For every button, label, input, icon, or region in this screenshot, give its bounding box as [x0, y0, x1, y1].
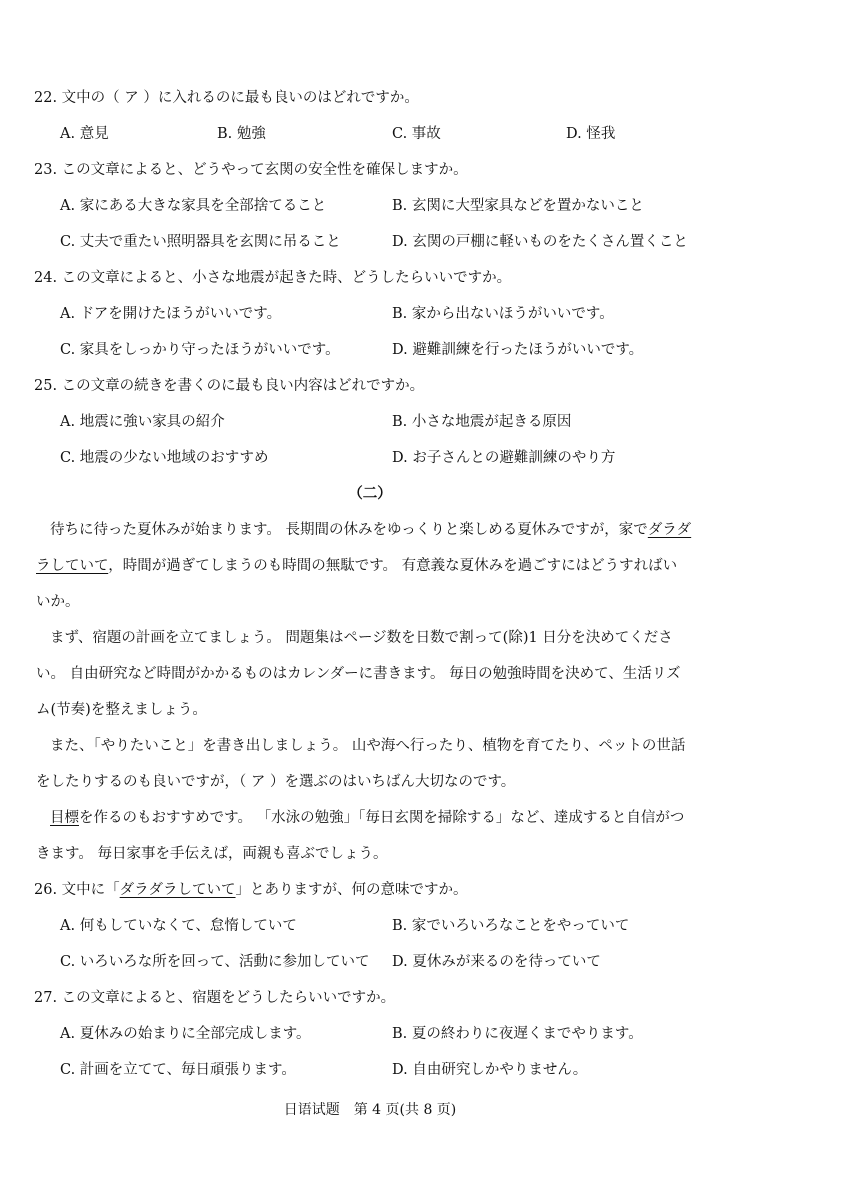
- underlined-phrase: ダラダラしていて: [119, 882, 236, 898]
- question-27: 27. この文章によると、宿題をどうしたらいいですか。: [34, 990, 396, 1006]
- question-text: 26. 文中に「: [34, 882, 120, 898]
- question-25: 25. この文章の続きを書くのに最も良い内容はどれですか。: [34, 378, 425, 394]
- q25-option-d: D. お子さんとの避難訓練のやり方: [392, 450, 616, 466]
- underlined-phrase: ダラダ: [647, 522, 692, 538]
- passage-text: 待ちに待った夏休みが始まります。 長期間の休みをゆっくりと楽しめる夏休みですが，家で: [50, 522, 648, 538]
- q26-option-a: A. 何もしていなくて、怠惰していて: [60, 918, 297, 934]
- q24-option-b: B. 家から出ないほうがいいです。: [392, 306, 614, 322]
- page-footer: 日语试题 第 4 页(共 8 页): [283, 1102, 457, 1118]
- q27-option-d: D. 自由研究しかやりません。: [392, 1062, 588, 1078]
- q24-option-c: C. 家具をしっかり守ったほうがいいです。: [60, 342, 340, 358]
- passage-p3-line2: をしたりするのも良いですが，（ ア ）を選ぶのはいちばん大切なのです。: [36, 774, 516, 790]
- question-24: 24. この文章によると、小さな地震が起きた時、どうしたらいいですか。: [34, 270, 512, 286]
- underlined-phrase: 目標: [50, 810, 79, 826]
- q26-option-b: B. 家でいろいろなことをやっていて: [392, 918, 630, 934]
- passage-p2-line3: ム(节奏)を整えましょう。: [36, 702, 207, 718]
- q23-option-c: C. 丈夫で重たい照明器具を玄関に吊ること: [60, 234, 341, 250]
- q25-option-a: A. 地震に強い家具の紹介: [60, 414, 225, 430]
- question-22: 22. 文中の（ ア ）に入れるのに最も良いのはどれですか。: [34, 90, 419, 106]
- passage-p1-line1: [50, 520, 718, 540]
- passage-p4-line1: [50, 808, 718, 828]
- q27-option-a: A. 夏休みの始まりに全部完成します。: [60, 1026, 311, 1042]
- passage-p2-line1: まず、宿題の計画を立てましょう。 問題集はページ数を日数で割って(除)1 日分を決めてくださ: [50, 630, 673, 646]
- passage-p2-line2: い。 自由研究など時間がかかるものはカレンダーに書きます。 毎日の勉強時間を決めて、生活リズ: [36, 666, 681, 682]
- q22-option-c: C. 事故: [392, 126, 441, 142]
- question-text: 」とありますが、何の意味ですか。: [235, 882, 468, 898]
- passage-p1-line3: いか。: [36, 594, 80, 610]
- section-heading: （二）: [348, 485, 392, 502]
- passage-text: を作るのもおすすめです。 「水泳の勉強」「毎日玄関を掃除する」など、達成すると自信がつ: [79, 810, 685, 826]
- q24-option-d: D. 避難訓練を行ったほうがいいです。: [392, 342, 644, 358]
- q25-option-c: C. 地震の少ない地域のおすすめ: [60, 450, 269, 466]
- passage-p3-line1: また、「やりたいこと」を書き出しましょう。 山や海へ行ったり、植物を育てたり、ペットの世話: [50, 738, 686, 754]
- q25-option-b: B. 小さな地震が起きる原因: [392, 414, 572, 430]
- question-23: 23. この文章によると、どうやって玄関の安全性を確保しますか。: [34, 162, 468, 178]
- q22-option-b: B. 勉強: [217, 126, 266, 142]
- passage-p1-line2: [36, 556, 704, 576]
- q22-option-d: D. 怪我: [566, 126, 616, 142]
- q23-option-b: B. 玄関に大型家具などを置かないこと: [392, 198, 644, 214]
- q22-option-a: A. 意見: [60, 126, 109, 142]
- question-26: [34, 880, 468, 900]
- q24-option-a: A. ドアを開けたほうがいいです。: [60, 306, 282, 322]
- underlined-phrase: ラしていて: [36, 558, 109, 574]
- q27-option-b: B. 夏の終わりに夜遅くまでやります。: [392, 1026, 643, 1042]
- q23-option-d: D. 玄関の戸棚に軽いものをたくさん置くこと: [392, 234, 688, 250]
- q26-option-d: D. 夏休みが来るのを待っていて: [392, 954, 601, 970]
- passage-text: ，時間が過ぎてしまうのも時間の無駄です。 有意義な夏休みを過ごすにはどうすればい: [108, 558, 678, 574]
- passage-p4-line2: きます。 毎日家事を手伝えば，両親も喜ぶでしょう。: [36, 846, 388, 862]
- q26-option-c: C. いろいろな所を回って、活動に参加していて: [60, 954, 370, 970]
- q27-option-c: C. 計画を立てて、毎日頑張ります。: [60, 1062, 296, 1078]
- q23-option-a: A. 家にある大きな家具を全部捨てること: [60, 198, 327, 214]
